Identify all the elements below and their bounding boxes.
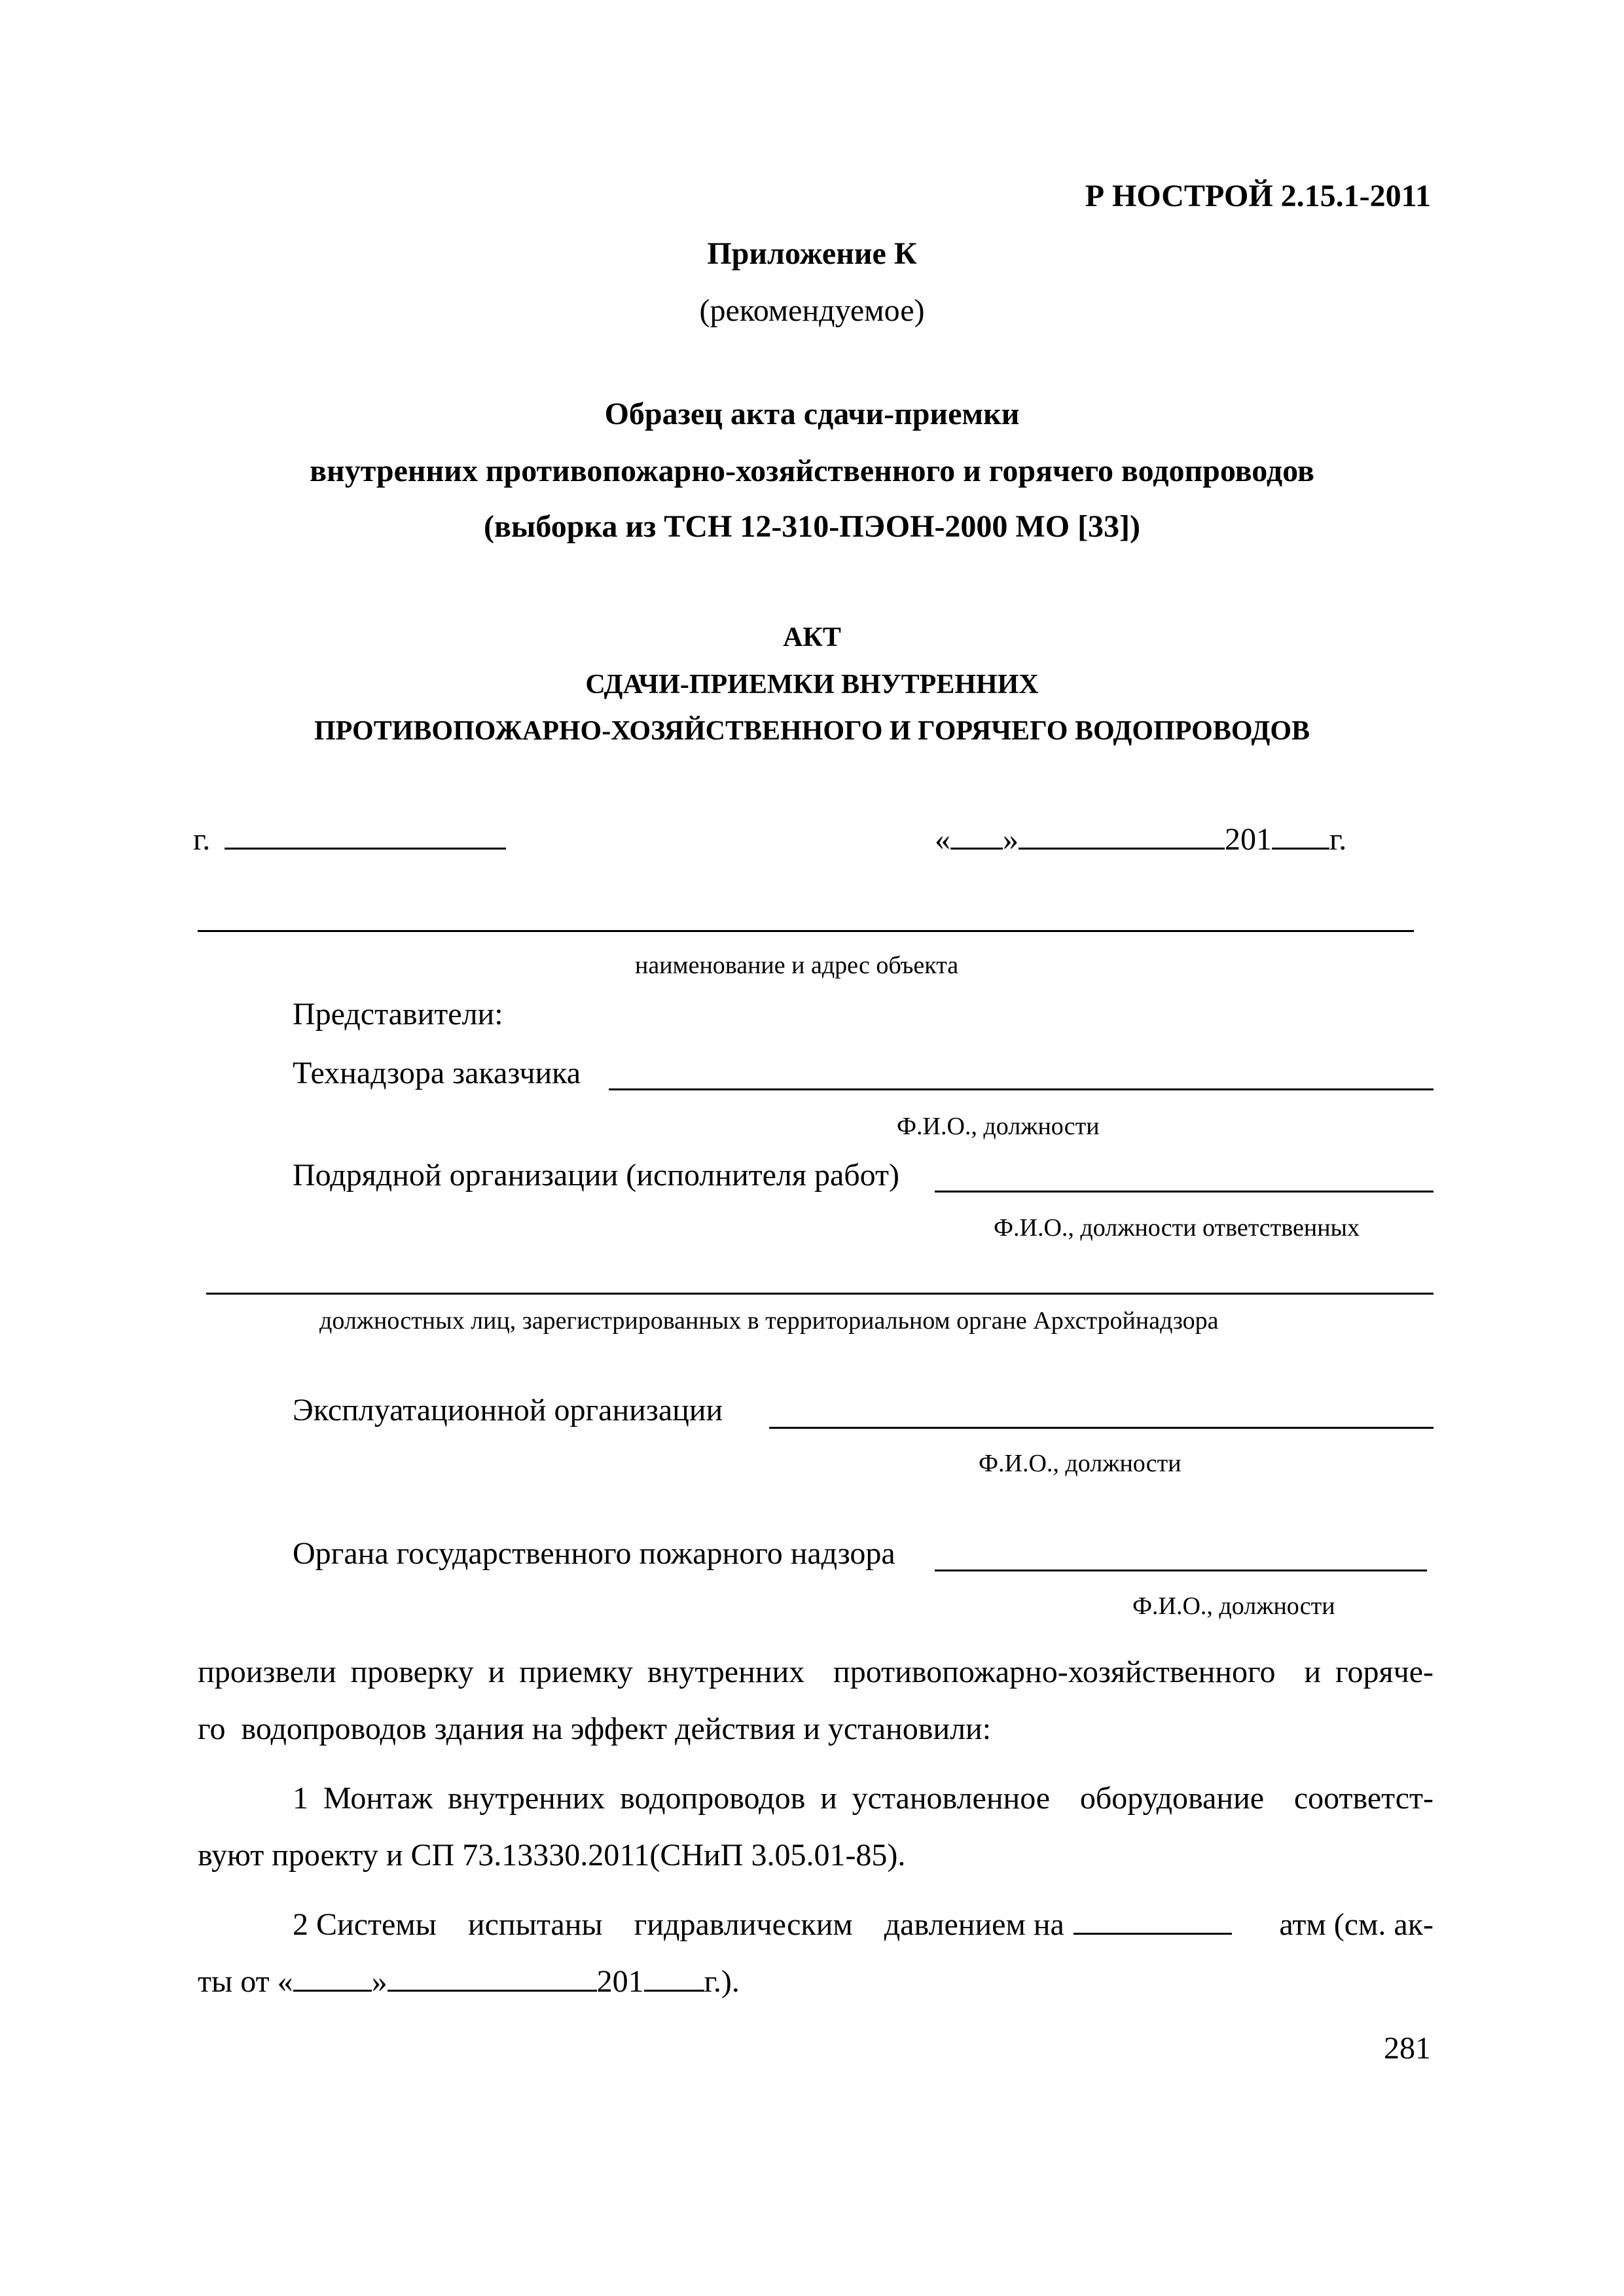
item2-end: атм (см. ак- — [1279, 1907, 1434, 1942]
year-prefix: 201 — [1225, 822, 1272, 857]
fire-supervision-field[interactable] — [935, 1570, 1427, 1571]
page-number: 281 — [1384, 2031, 1431, 2066]
tech-supervision-caption: Ф.И.О., должности — [897, 1113, 1100, 1140]
date-field-group — [935, 821, 1346, 857]
fire-supervision-label: Органа государственного пожарного надзора — [293, 1536, 895, 1571]
test-month-field[interactable] — [388, 1990, 597, 1992]
close-quote: » — [1003, 822, 1019, 857]
city-date-line — [193, 821, 506, 857]
operating-org-caption: Ф.И.О., должности — [979, 1450, 1182, 1477]
year-suffix: г. — [1329, 822, 1347, 857]
act-heading-line2: СДАЧИ-ПРИЕМКИ ВНУТРЕННИХ — [585, 670, 1039, 700]
object-caption: наименование и адрес объекта — [635, 952, 959, 979]
document-code: Р НОСТРОЙ 2.15.1-2011 — [1085, 179, 1431, 213]
act-heading-line3: ПРОТИВОПОЖАРНО-ХОЗЯЙСТВЕННОГО И ГОРЯЧЕГО ВОДОПРОВОДОВ — [314, 716, 1310, 746]
tech-supervision-field[interactable] — [609, 1088, 1434, 1090]
object-name-field[interactable] — [198, 930, 1414, 932]
appendix-status: (рекомендуемое) — [699, 293, 925, 328]
year-field[interactable] — [1272, 848, 1329, 850]
tech-supervision-label: Технадзора заказчика — [293, 1056, 581, 1090]
item2-line2-suffix: г.). — [704, 1964, 740, 1999]
operating-org-label: Эксплуатационной организации — [293, 1393, 723, 1427]
item1-line-1: 1 Монтаж внутренних водопроводов и установленное оборудование соответст- — [293, 1781, 1434, 1816]
representatives-label: Представители: — [293, 997, 503, 1031]
pressure-field[interactable] — [1074, 1933, 1232, 1935]
contractor-caption: Ф.И.О., должности ответственных — [994, 1214, 1360, 1242]
contractor-field-continued[interactable] — [206, 1293, 1434, 1295]
item2-line-2 — [198, 1964, 740, 2000]
item2-line2-mid: » — [371, 1964, 388, 1999]
contractor-caption-continued: должностных лиц, зарегистрированных в территориальном органе Архстройнадзора — [319, 1307, 1219, 1335]
contractor-label: Подрядной организации (исполнителя работ) — [293, 1158, 899, 1193]
operating-org-field[interactable] — [769, 1427, 1434, 1429]
item2-line2-year: 201 — [596, 1964, 644, 1999]
sample-title-line3: (выборка из ТСН 12-310-ПЭОН-2000 МО [33]) — [483, 509, 1141, 544]
day-field[interactable] — [950, 848, 1003, 850]
item2-line-1 — [293, 1907, 1434, 1943]
test-day-field[interactable] — [293, 1990, 372, 1992]
appendix-title: Приложение К — [707, 236, 917, 271]
open-quote: « — [935, 822, 950, 857]
city-field[interactable] — [225, 848, 506, 850]
item2-line2-prefix: ты от « — [198, 1964, 293, 1999]
test-year-field[interactable] — [644, 1990, 704, 1992]
sample-title-line1: Образец акта сдачи-приемки — [604, 397, 1020, 431]
city-prefix: г. — [193, 822, 211, 857]
item1-line-2: вуют проекту и СП 73.13330.2011(СНиП 3.05.01-85). — [198, 1838, 906, 1873]
act-heading-line1: АКТ — [783, 622, 841, 653]
intro-line-2: го водопроводов здания на эффект действия и установили: — [198, 1712, 992, 1746]
sample-title-line2: внутренних противопожарно-хозяйственного и горячего водопроводов — [310, 454, 1314, 488]
fire-supervision-caption: Ф.И.О., должности — [1132, 1592, 1335, 1620]
item2-start: 2 Системы испытаны гидравлическим давлением на — [293, 1907, 1064, 1942]
intro-line-1: произвели проверку и приемку внутренних противопожарно-хозяйственного и горяче- — [198, 1655, 1434, 1689]
contractor-field[interactable] — [935, 1191, 1434, 1193]
month-field[interactable] — [1019, 848, 1225, 850]
